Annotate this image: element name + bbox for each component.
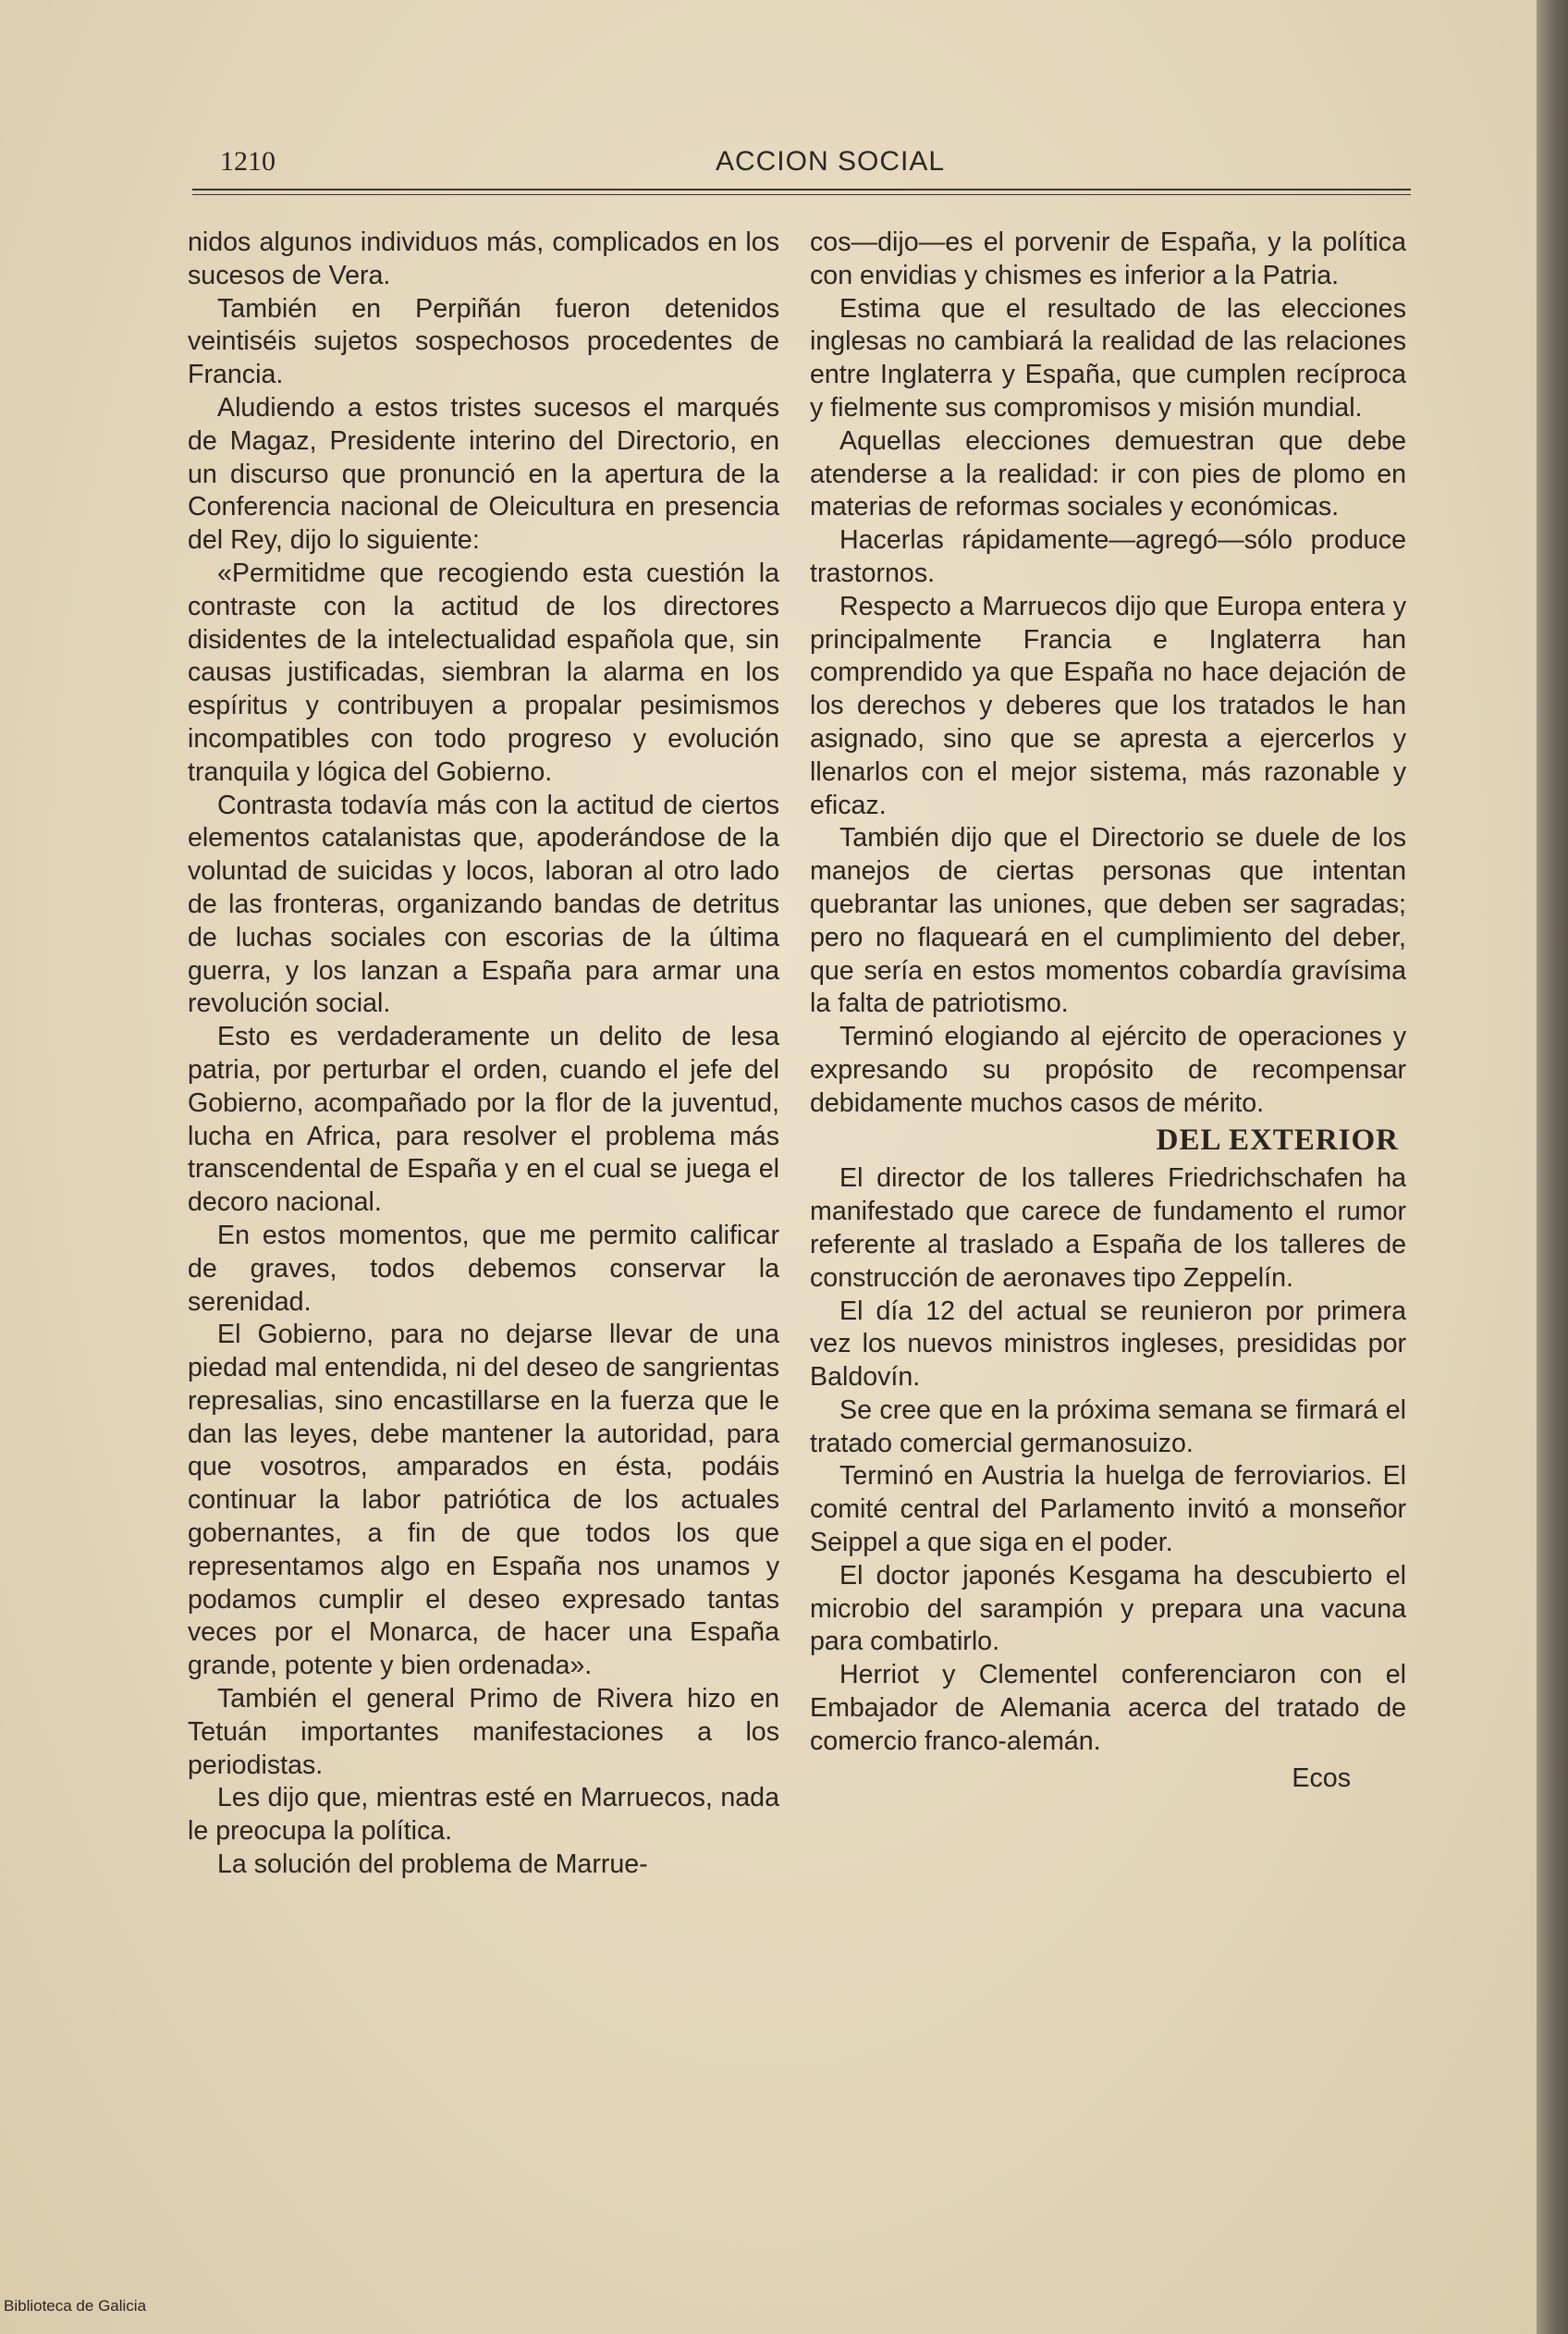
paragraph: El director de los talleres Friedrichschafen ha manifestado que carece de fundamento el rumor referente al traslado a España de los talleres de construcción de aeronaves tipo Zeppelín.: [810, 1163, 1406, 1293]
paragraph: Estima que el resultado de las elecciones inglesas no cambiará la realidad de las relaciones entre Inglaterra y España, que cumplen recíproca y fielmente sus compromisos y misión mundial.: [810, 293, 1406, 423]
paragraph: Respecto a Marruecos dijo que Europa entera y principalmente Francia e Inglaterra han comprendido ya que España no hace dejación de los derechos y deberes que los tratados le han asignado, sino que se apresta a ejercerlos y llenarlos con el mejor sistema, más razonable y eficaz.: [810, 591, 1406, 820]
right-column: [810, 227, 1406, 1795]
signature: Ecos: [1292, 1763, 1351, 1793]
paragraph: Hacerlas rápidamente—agregó—sólo produce trastornos.: [810, 525, 1406, 588]
paragraph: Aquellas elecciones demuestran que debe atenderse a la realidad: ir con pies de plomo en materias de reformas sociales y económicas.: [810, 425, 1406, 522]
paragraph: Esto es verdaderamente un delito de lesa patria, por perturbar el orden, cuando el jefe del Gobierno, acompañado por la flor de la juventud, lucha en Africa, para resolver el problema más transcendental de España y en el cual se juega el decoro nacional.: [188, 1022, 779, 1218]
paragraph: Terminó en Austria la huelga de ferroviarios. El comité central del Parlamento invitó a monseñor Seippel a que siga en el poder.: [810, 1461, 1406, 1558]
left-column: [188, 227, 779, 1882]
page-header: [192, 139, 1411, 194]
running-title: ACCION SOCIAL: [715, 146, 946, 177]
paragraph: «Permitidme que recogiendo esta cuestión la contraste con la actitud de los directores disidentes de la intelectualidad española que, sin causas justificadas, siembran la alarma en los espíritus y contribuyen a propalar pesimismos incompatibles con todo progreso y evolución tranquila y lógica del Gobierno.: [188, 558, 779, 787]
paragraph: En estos momentos, que me permito calificar de graves, todos debemos conservar la serenidad.: [188, 1220, 779, 1317]
paragraph: nidos algunos individuos más, complicados en los sucesos de Vera.: [188, 227, 779, 290]
paragraph: El Gobierno, para no dejarse llevar de una piedad mal entendida, ni del deseo de sangrientas represalias, sino encastillarse en la fuerza que le dan las leyes, debe mantener la autoridad, para que vosotros, amparados en ésta, podáis continuar la labor patriótica de los actuales gobernantes, a fin de que todos los que representamos algo en España nos unamos y podamos cumplir el deseo expresado tantas veces por el Monarca, de hacer una España grande, potente y bien ordenada».: [188, 1320, 779, 1681]
header-rule: [192, 189, 1411, 190]
paragraph: El día 12 del actual se reunieron por primera vez los nuevos ministros ingleses, presididas por Baldovín.: [810, 1296, 1406, 1393]
page-edge: [1537, 0, 1568, 2334]
paragraph: También en Perpiñán fueron detenidos veintiséis sujetos sospechosos procedentes de Francia.: [188, 293, 779, 390]
paragraph: También el general Primo de Rivera hizo en Tetuán importantes manifestaciones a los periodistas.: [188, 1684, 779, 1780]
paragraph: La solución del problema de Marrue-: [217, 1849, 648, 1880]
page-number: 1210: [220, 146, 276, 177]
paragraph: Les dijo que, mientras esté en Marruecos, nada le preocupa la política.: [188, 1783, 779, 1847]
paragraph: cos—dijo—es el porvenir de España, y la política con envidias y chismes es inferior a la Patria.: [810, 227, 1406, 290]
paragraph: Contrasta todavía más con la actitud de ciertos elementos catalanistas que, apoderándose de la voluntad de suicidas y locos, laboran al otro lado de las fronteras, organizando bandas de detritus de luchas sociales con escorias de la última guerra, y los lanzan a España para armar una revolución social.: [188, 790, 779, 1019]
paragraph: Herriot y Clementel conferenciaron con el Embajador de Alemania acerca del tratado de comercio franco-alemán.: [810, 1660, 1406, 1756]
section-title: DEL EXTERIOR: [1156, 1123, 1399, 1157]
paragraph: Aludiendo a estos tristes sucesos el marqués de Magaz, Presidente interino del Directorio, en un discurso que pronunció en la apertura de la Conferencia nacional de Oleicultura en presencia del Rey, dijo lo siguiente:: [188, 392, 779, 556]
paragraph: Terminó elogiando al ejército de operaciones y expresando su propósito de recompensar debidamente muchos casos de mérito.: [810, 1022, 1406, 1118]
library-credit: Biblioteca de Galicia: [4, 2297, 147, 2315]
header-rule-thin: [192, 194, 1411, 195]
paragraph: Se cree que en la próxima semana se firmará el tratado comercial germanosuizo.: [810, 1394, 1406, 1458]
paragraph: También dijo que el Directorio se duele de los manejos de ciertas personas que intentan quebrantar las uniones, que deben ser sagradas; pero no flaqueará en el cumplimiento del deber, que sería en estos momentos cobardía gravísima la falta de patriotismo.: [810, 823, 1406, 1019]
paragraph: El doctor japonés Kesgama ha descubierto el microbio del sarampión y prepara una vacuna para combatirlo.: [810, 1560, 1406, 1657]
